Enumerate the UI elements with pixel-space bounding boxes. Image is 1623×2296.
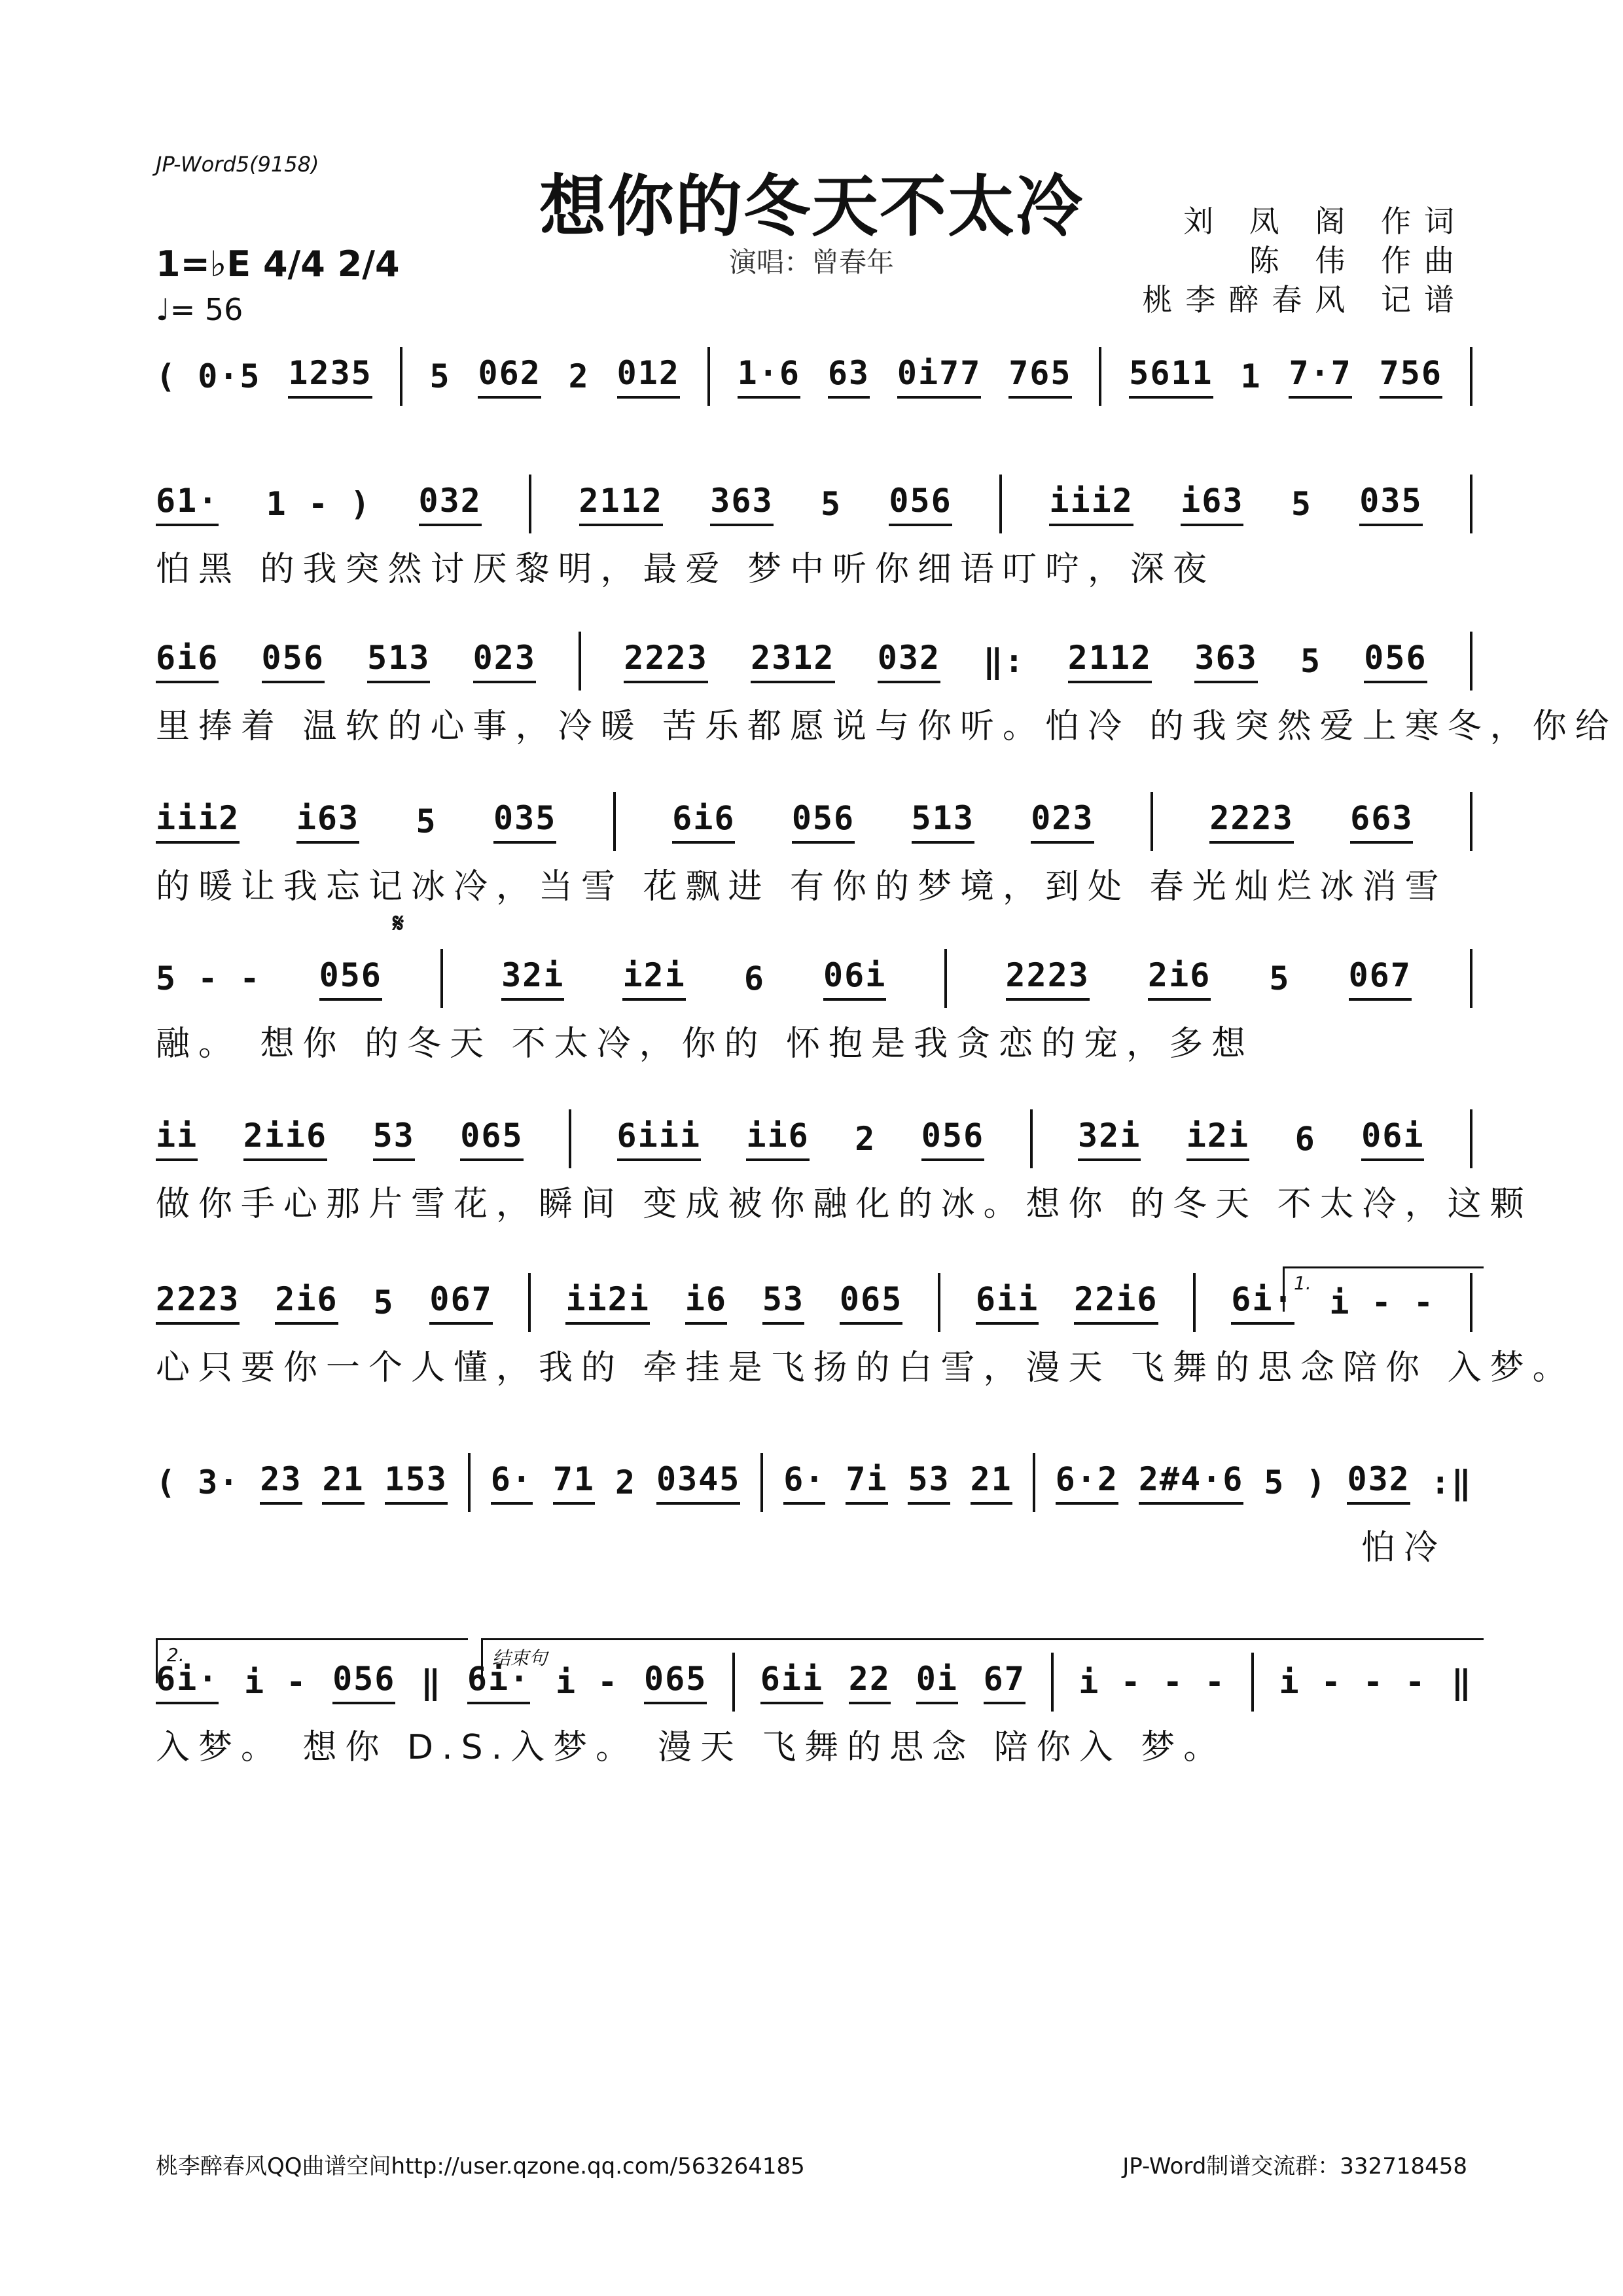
lyric-line: 怕冷 <box>1361 1528 1446 1568</box>
note-group: 067 <box>429 1280 492 1325</box>
note-group: 035 <box>493 799 556 844</box>
note-group: 153 <box>385 1460 448 1505</box>
barline <box>999 475 1002 533</box>
note-group: 032 <box>1347 1460 1410 1505</box>
key-signature: 1=♭E 4/4 2/4 <box>156 243 400 285</box>
notation-line <box>156 1446 1472 1518</box>
note-group: 67 <box>984 1660 1026 1704</box>
note-group: 53 <box>373 1117 415 1161</box>
barline <box>944 949 947 1008</box>
barline <box>1470 632 1472 691</box>
note-group: 06i <box>823 956 886 1001</box>
note-group: ii2i <box>565 1280 649 1325</box>
score-row <box>156 942 1472 1093</box>
barline <box>707 347 710 406</box>
barline <box>1470 1273 1472 1332</box>
score-row <box>156 1646 1472 1797</box>
footer-group: JP-Word制谱交流群：332718458 <box>1122 2153 1467 2179</box>
notation-line <box>156 942 1472 1014</box>
barline <box>1193 1273 1196 1332</box>
volta-2-bracket: 2. <box>156 1638 468 1683</box>
note-group: 6i· <box>467 1660 530 1704</box>
note-group: 23 <box>260 1460 302 1505</box>
note-group: iii2 <box>1049 482 1133 526</box>
note-group: 32i <box>1078 1117 1141 1161</box>
score-row <box>156 1446 1472 1597</box>
composer-credit: 陈 伟 作曲 <box>1249 243 1467 278</box>
note-group: 035 <box>1359 482 1422 526</box>
barline <box>569 1109 571 1168</box>
note-group: 065 <box>644 1660 707 1704</box>
barline <box>528 1273 531 1332</box>
note-group: 1 <box>1240 357 1262 395</box>
note-group: i - <box>244 1663 308 1701</box>
tempo-marking: ♩= 56 <box>156 292 243 327</box>
note-group: 067 <box>1349 956 1412 1001</box>
note-group: 065 <box>840 1280 902 1325</box>
note-group: 2 <box>615 1463 637 1501</box>
note-group: 1·6 <box>738 354 800 399</box>
note-group: 32i <box>501 956 564 1001</box>
note-group: 2#4·6 <box>1139 1460 1244 1505</box>
singer-credit: 演唱：曾春年 <box>728 246 894 278</box>
note-group: 7·7 <box>1289 354 1351 399</box>
note-group: 6·2 <box>1056 1460 1118 1505</box>
note-group: 5 <box>820 485 842 523</box>
note-group: 6ii <box>760 1660 823 1704</box>
note-group: 513 <box>367 639 430 683</box>
note-group: 1235 <box>288 354 372 399</box>
note-group: i - <box>555 1663 619 1701</box>
lyric-line: 入梦。 想你 D.S.入梦。 漫天 飞舞的思念 陪你入 梦。 <box>156 1728 1226 1767</box>
note-group: 012 <box>617 354 680 399</box>
barline <box>468 1453 471 1512</box>
note-group: 5 <box>1300 642 1322 680</box>
lyricist-credit: 刘 凤 阁 作词 <box>1183 204 1467 239</box>
note-group: ‖ <box>421 1663 442 1701</box>
notation-line <box>156 340 1472 412</box>
notation-line <box>156 1103 1472 1175</box>
note-group: 0345 <box>656 1460 740 1505</box>
note-group: 6· <box>491 1460 533 1505</box>
barline <box>1470 1109 1472 1168</box>
note-group: ii <box>156 1117 198 1161</box>
note-group: 5 ) <box>1264 1463 1327 1501</box>
note-group: 0i <box>916 1660 958 1704</box>
note-group: i6 <box>685 1280 727 1325</box>
note-group: 663 <box>1350 799 1413 844</box>
note-group: 2ii6 <box>243 1117 327 1161</box>
barline <box>1470 949 1472 1008</box>
note-group: ‖: <box>983 642 1026 680</box>
barline <box>579 632 581 691</box>
barline <box>1033 1453 1035 1512</box>
note-group: 056 <box>332 1660 395 1704</box>
note-group: 2223 <box>156 1280 240 1325</box>
song-title: 想你的冬天不太冷 <box>539 168 1084 246</box>
note-group: iii2 <box>156 799 240 844</box>
footer-source: 桃李醉春风QQ曲谱空间http://user.qzone.qq.com/563264185 <box>156 2153 805 2179</box>
note-group: 023 <box>473 639 536 683</box>
note-group: ( 0·5 <box>156 357 261 395</box>
note-group: 032 <box>419 482 482 526</box>
barline <box>1030 1109 1033 1168</box>
note-group: 056 <box>889 482 952 526</box>
note-group: 056 <box>792 799 855 844</box>
note-group: 363 <box>710 482 773 526</box>
barline <box>938 1273 940 1332</box>
note-group: 6 <box>1294 1120 1316 1158</box>
notation-line <box>156 1646 1472 1718</box>
notation-line <box>156 1266 1472 1338</box>
transcriber-credit: 桃李醉春风 记谱 <box>1142 282 1467 317</box>
lyric-line: 心只要你一个人懂，我的 牵挂是飞扬的白雪，漫天 飞舞的思念陪你 入梦。 <box>156 1348 1575 1388</box>
note-group: 5611 <box>1129 354 1213 399</box>
notation-line <box>156 625 1472 697</box>
barline <box>613 792 616 851</box>
barline <box>732 1653 735 1712</box>
note-group: 22i6 <box>1074 1280 1158 1325</box>
barline <box>1251 1653 1254 1712</box>
note-group: i - - - <box>1279 1663 1427 1701</box>
note-group: i2i <box>622 956 685 1001</box>
barline <box>1470 475 1472 533</box>
note-group: 5 <box>373 1283 395 1321</box>
score-row <box>156 468 1472 619</box>
note-group: 765 <box>1008 354 1071 399</box>
note-group: :‖ <box>1430 1463 1472 1501</box>
barline <box>400 347 402 406</box>
note-group: 2223 <box>624 639 707 683</box>
notation-line <box>156 785 1472 857</box>
barline <box>1150 792 1153 851</box>
note-group: i63 <box>296 799 359 844</box>
note-group: 2312 <box>751 639 834 683</box>
note-group: 71 <box>553 1460 595 1505</box>
note-group: 056 <box>921 1117 984 1161</box>
note-group: i - - <box>1329 1283 1435 1321</box>
note-group: 6i6 <box>672 799 735 844</box>
note-group: 056 <box>319 956 382 1001</box>
note-group: i - - - <box>1079 1663 1226 1701</box>
note-group: 7i <box>846 1460 887 1505</box>
barline <box>1051 1653 1054 1712</box>
note-group: 6 <box>743 960 765 997</box>
note-group: 065 <box>460 1117 523 1161</box>
note-group: ( 3· <box>156 1463 240 1501</box>
note-group: 1 - ) <box>266 485 372 523</box>
note-group: 53 <box>762 1280 804 1325</box>
lyric-line: 的暖让我忘记冰冷，当雪 花飘进 有你的梦境，到处 春光灿烂冰消雪 <box>156 867 1448 906</box>
score-row <box>156 625 1618 776</box>
note-group: 53 <box>908 1460 950 1505</box>
barline <box>1470 347 1472 406</box>
note-group: 2223 <box>1006 956 1090 1001</box>
score-row <box>156 1103 1533 1253</box>
note-group: 06i <box>1361 1117 1424 1161</box>
note-group: 2i6 <box>275 1280 338 1325</box>
lyric-line: 做你手心那片雪花，瞬间 变成被你融化的冰。想你 的冬天 不太冷，这颗 <box>156 1185 1533 1224</box>
note-group: 21 <box>971 1460 1012 1505</box>
note-group: 363 <box>1194 639 1257 683</box>
lyric-line: 融。 想你 的冬天 不太冷，你的 怀抱是我贪恋的宠，多想 <box>156 1024 1255 1064</box>
lyric-line: 怕黑 的我突然讨厌黎明，最爱 梦中听你细语叮咛，深夜 <box>156 550 1216 589</box>
note-group: 2 <box>855 1120 876 1158</box>
barline <box>440 949 443 1008</box>
note-group: 6i6 <box>156 639 219 683</box>
lyric-line: 里捧着 温软的心事，冷暖 苦乐都愿说与你听。怕冷 的我突然爱上寒冬，你给 <box>156 707 1618 746</box>
note-group: 2i6 <box>1148 956 1211 1001</box>
note-group: 6iii <box>617 1117 701 1161</box>
notation-line <box>156 468 1472 540</box>
barline <box>760 1453 763 1512</box>
score-row <box>156 1266 1575 1417</box>
barline <box>1470 792 1472 851</box>
barline <box>1099 347 1101 406</box>
volta-1-bracket: 1. <box>1283 1266 1484 1312</box>
note-group: 5 <box>1291 485 1312 523</box>
note-group: 5 <box>429 357 451 395</box>
note-group: 6i· <box>1231 1280 1294 1325</box>
note-group: 6i· <box>156 1660 219 1704</box>
note-group: 6ii <box>976 1280 1039 1325</box>
note-group: i63 <box>1181 482 1243 526</box>
note-group: 22 <box>849 1660 891 1704</box>
note-group: ‖ <box>1451 1663 1472 1701</box>
note-group: 2 <box>568 357 590 395</box>
note-group: 062 <box>478 354 541 399</box>
note-group: 513 <box>912 799 974 844</box>
note-group: 056 <box>1364 639 1427 683</box>
software-label: JP-Word5(9158) <box>156 152 319 177</box>
note-group: 63 <box>828 354 870 399</box>
segno-mark: 𝄋 <box>393 908 404 939</box>
note-group: 023 <box>1031 799 1094 844</box>
note-group: 756 <box>1380 354 1442 399</box>
note-group: 2112 <box>1068 639 1152 683</box>
note-group: i2i <box>1186 1117 1249 1161</box>
barline <box>529 475 531 533</box>
score-row <box>156 785 1472 936</box>
note-group: 61· <box>156 482 219 526</box>
coda-bracket: 结束句 <box>481 1638 1484 1683</box>
note-group: 5 <box>1269 960 1291 997</box>
note-group: 2112 <box>579 482 663 526</box>
note-group: ii6 <box>746 1117 809 1161</box>
note-group: 5 - - <box>156 960 261 997</box>
note-group: 0i77 <box>897 354 981 399</box>
note-group: 2223 <box>1209 799 1293 844</box>
note-group: 21 <box>322 1460 364 1505</box>
note-group: 056 <box>262 639 325 683</box>
note-group: 032 <box>878 639 940 683</box>
note-group: 6· <box>783 1460 825 1505</box>
note-group: 5 <box>416 802 437 840</box>
